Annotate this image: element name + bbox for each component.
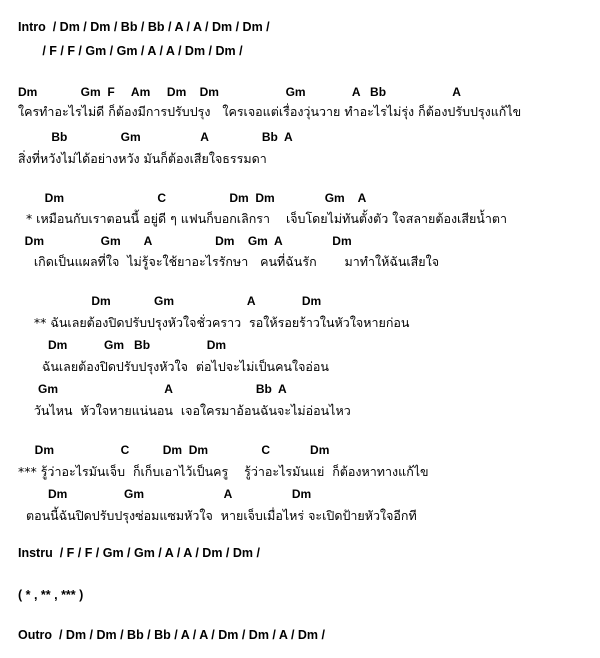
verse4-lyrics-2: ตอนนี้ฉันปิดปรับปรุงซ่อมแซมหัวใจ หายเจ็บเมื่อไหร่ จะเปิดป้ายหัวใจอีกที [18, 508, 417, 523]
instru-line [18, 546, 260, 560]
verse3-chords-2: Dm Gm Bb Dm [18, 338, 227, 352]
verse1-lyrics-2: สิ่งที่หวังไม่ได้อย่างหวัง มันก็ต้องเสียใจธรรมดา [18, 151, 267, 166]
verse2-chords-1: Dm C Dm Dm Gm A [18, 191, 367, 205]
verse4-chords-2: Dm Gm A Dm [18, 487, 312, 501]
instru-label: Instru [18, 546, 53, 560]
verse4-lyrics-1: *** รู้ว่าอะไรมันเจ็บ ก็เก็บเอาไว้เป็นครู รู้ว่าอะไรมันแย่ ก็ต้องหาทางแก้ไข [18, 464, 429, 479]
verse2-lyrics-1: * เหมือนกับเราตอนนี้ อยู่ดี ๆ แฟนก็บอกเลิกรา เจ็บโดยไม่ทันตั้งตัว ใจสลายต้องเสียน้ำตา [18, 211, 507, 226]
verse2-lyrics-2: เกิดเป็นแผลที่ใจ ไม่รู้จะใช้ยาอะไรรักษา คนที่ฉันรัก มาทำให้ฉันเสียใจ [18, 254, 440, 269]
repeat-marks: ( * , ** , *** ) [18, 588, 84, 602]
instru-progression: / F / F / Gm / Gm / A / A / Dm / Dm / [59, 546, 260, 560]
intro-indent [18, 44, 42, 58]
intro-line-2-row [18, 44, 243, 58]
verse4-chords-1: Dm C Dm Dm C Dm [18, 443, 330, 457]
intro-line-2: / F / F / Gm / Gm / A / A / Dm / Dm / [42, 44, 243, 58]
intro-label-line [18, 20, 270, 34]
verse3-lyrics-3: วันไหน หัวใจหายแน่นอน เจอใครมาอ้อนฉันจะไม่อ่อนไหว [18, 403, 351, 418]
outro-progression: / Dm / Dm / Bb / Bb / A / A / Dm / Dm / A / Dm / [58, 628, 325, 642]
intro-label: Intro [18, 20, 46, 34]
verse3-lyrics-1: ** ฉันเลยต้องปิดปรับปรุงหัวใจชั่วคราว รอให้รอยร้าวในหัวใจหายก่อน [18, 315, 410, 330]
verse2-chords-2: Dm Gm A Dm Gm A Dm [18, 234, 352, 248]
verse1-lyrics-1: ใครทำอะไรไม่ดี ก็ต้องมีการปรับปรุง ใครเจอแต่เรื่องวุ่นวาย ทำอะไรไม่รุ่ง ก็ต้องปรับปรุงแก้ไข [18, 104, 522, 119]
verse3-chords-3: Gm A Bb A [18, 382, 287, 396]
intro-spacer [46, 20, 53, 34]
outro-label: Outro [18, 628, 53, 642]
verse1-chords-1: Dm Gm F Am Dm Dm Gm A Bb A [18, 85, 461, 99]
outro-spacer [52, 628, 59, 642]
verse3-chords-1: Dm Gm A Dm [18, 294, 322, 308]
verse3-lyrics-2: ฉันเลยต้องปิดปรับปรุงหัวใจ ต่อไปจะไม่เป็นคนใจอ่อน [18, 359, 329, 374]
instru-spacer [53, 546, 60, 560]
verse1-chords-2: Bb Gm A Bb A [18, 130, 293, 144]
intro-line-1: / Dm / Dm / Bb / Bb / A / A / Dm / Dm / [52, 20, 270, 34]
outro-line [18, 628, 325, 642]
